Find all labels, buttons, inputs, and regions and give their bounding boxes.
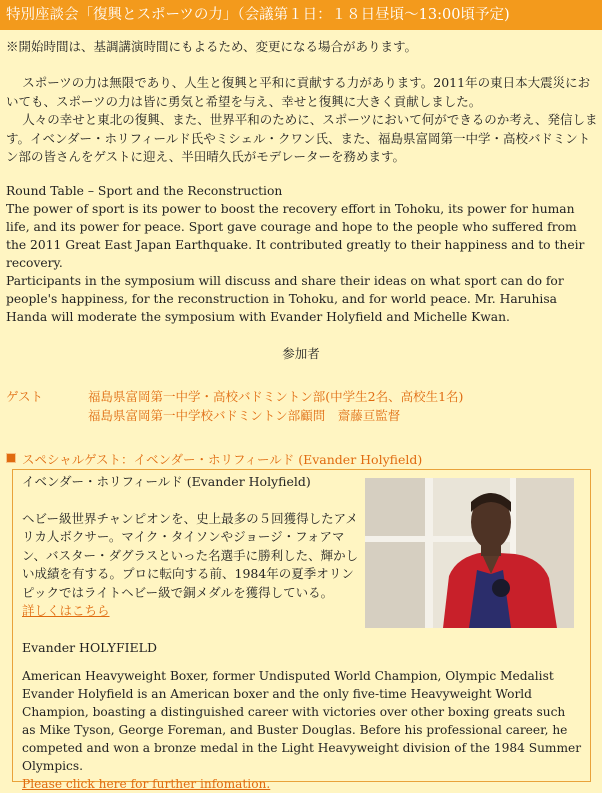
more-info-link-en[interactable]: Please click here for further infomation. — [22, 777, 271, 791]
jp-paragraph-1: スポーツの力は無限であり、人生と復興と平和に貢献する力があります。2011年の東日本大震災においても、スポーツの力は皆に勇気と希望を与え、幸せと復興に大きく貢献しました。 — [6, 75, 591, 109]
special-guest-title — [6, 451, 422, 470]
guest-line-1: 福島県富岡第一中学・高校バドミントン部(中学生2名、高校生1名) — [88, 389, 464, 404]
guest-label: ゲスト — [6, 389, 44, 404]
holyfield-photo — [365, 478, 574, 628]
guest-values — [88, 388, 508, 425]
jp-paragraph-2: 人々の幸せと東北の復興、また、世界平和のために、スポーツにおいて何ができるのか考え、発信します。イベンダー・ホリフィールド氏やミシェル・クワン氏、また、福島県富岡第一中学・高校バドミントン部の皆さんをゲストに迎え、半田晴久氏がモデレーターを務めます。 — [6, 112, 598, 164]
en-heading: Round Table – Sport and the Reconstruction — [6, 184, 283, 198]
en-paragraph-1: The power of sport is its power to boost the recovery effort in Tohoku, its power for human life, and its power for peace. Sport gave courage and hope to the people who suffered from the 2011 Great East Japan Earthquake. It contributed greatly to their happiness and to their recovery. — [6, 202, 585, 270]
bullet-square-icon — [6, 453, 16, 463]
special-guest-jp — [22, 473, 362, 657]
more-info-link-jp[interactable]: 詳しくはこちら — [22, 603, 110, 618]
guest-bio-jp: ヘビー級世界チャンピオンを、史上最多の５回獲得したアメリカ人ボクサー。マイク・タイソンやジョージ・フォアマン、バスター・ダグラスといった名選手に勝利した、輝かしい成績を有する。プロに転向する前、1984年の夏季オリンピックではライトヘビー級で銅メダルを獲得している。 — [22, 510, 359, 600]
boxer-photo-image — [365, 478, 574, 628]
guest-name-en: Evander HOLYFIELD — [22, 639, 157, 655]
japanese-description — [6, 74, 598, 167]
page-header: 特別座談会「復興とスポーツの力」（会議第１日：１８日昼頃〜13:00頃予定) — [0, 0, 602, 30]
participants-heading: 参加者 — [282, 346, 320, 361]
guest-name-jp: イベンダー・ホリフィールド (Evander Holyfield) — [22, 474, 311, 489]
special-guest-en — [22, 667, 582, 793]
schedule-note: ※開始時間は、基調講演時間にもよるため、変更になる場合があります。 — [6, 39, 418, 54]
guest-line-2: 福島県富岡第一中学校バドミントン部顧問 齋藤亘監督 — [88, 407, 401, 423]
en-paragraph-2: Participants in the symposium will discuss and share their ideas on what sport can do for people's happiness, for the reconstruction in Tohoku, and for world peace. Mr. Haruhisa Handa will moderate the symposium with Evander Holyfield and Michelle Kwan. — [6, 274, 564, 324]
special-guest-title-text: スペシャルゲスト：イベンダー・ホリフィールド (Evander Holyfield) — [22, 452, 423, 467]
guest-bio-en: American Heavyweight Boxer, former Undisputed World Champion, Olympic Medalist Evander Holyfield is an American boxer and the only five-time Heavyweight World Champion, boasting a distinguished career with victories over other boxing greats such as Mike Tyson, George Foreman, and Buster Douglas. Before his professional career, he competed and won a bronze medal in the Light Heavyweight division of the 1984 Summer Olympics. — [22, 669, 582, 773]
special-guest-panel — [12, 469, 591, 791]
english-description — [6, 182, 598, 326]
